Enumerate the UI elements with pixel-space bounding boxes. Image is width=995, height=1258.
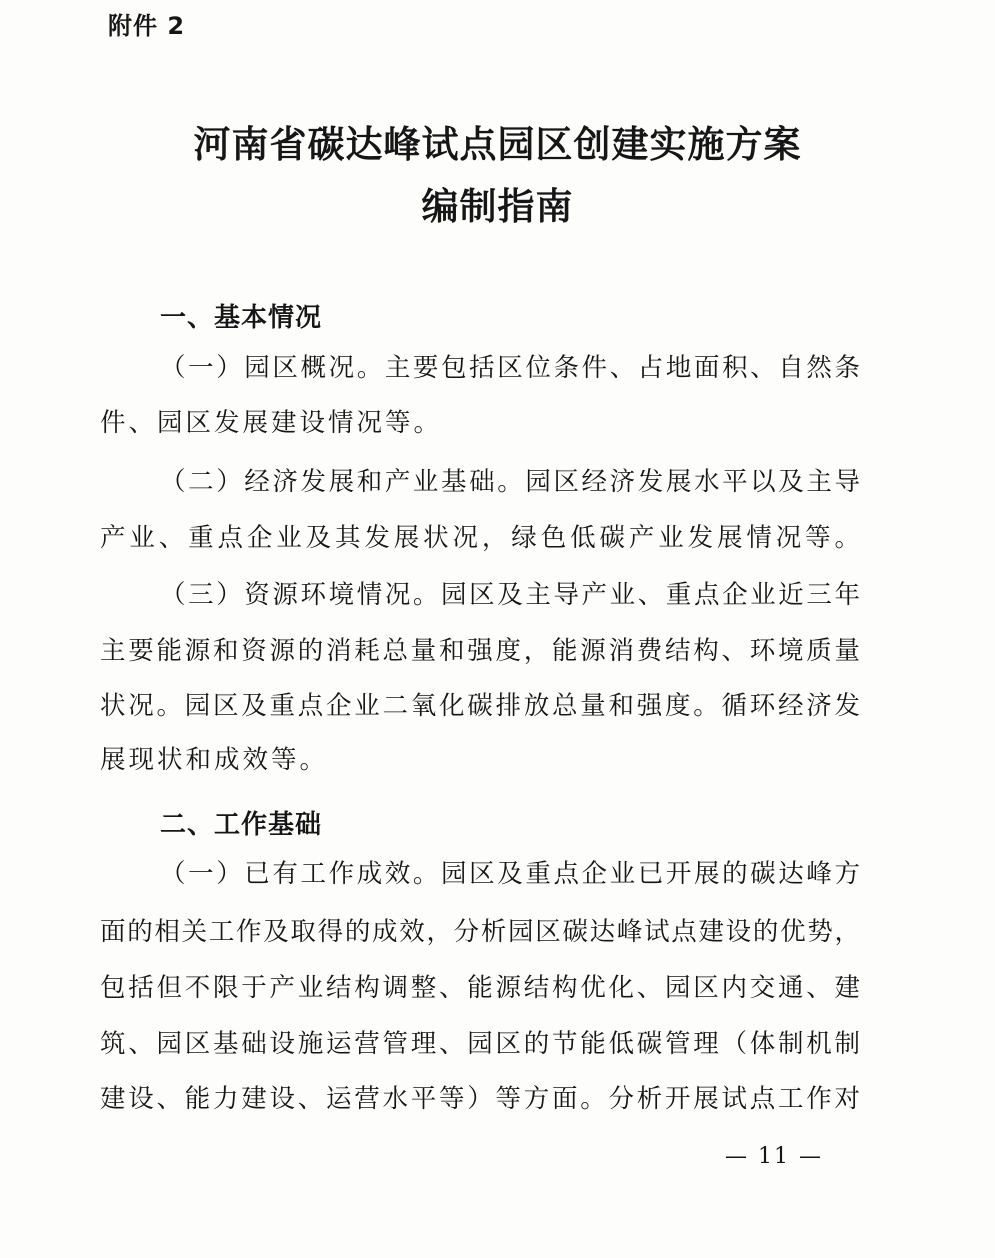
paragraph-line: 主要能源和资源的消耗总量和强度，能源消费结构、环境质量: [100, 636, 860, 666]
paragraph-line: 面的相关工作及取得的成效，分析园区碳达峰试点建设的优势，: [100, 917, 860, 947]
paragraph-line: 包括但不限于产业结构调整、能源结构优化、园区内交通、建: [100, 973, 860, 1003]
paragraph-line: 筑、园区基础设施运营管理、园区的节能低碳管理（体制机制: [100, 1029, 860, 1059]
paragraph-line: （一）已有工作成效。园区及重点企业已开展的碳达峰方: [160, 859, 860, 889]
paragraph-line: （三）资源环境情况。园区及主导产业、重点企业近三年: [160, 580, 860, 610]
paragraph-line: 展现状和成效等。: [100, 745, 329, 775]
page-number: — 11 —: [725, 1144, 823, 1169]
document-title-line-1: 河南省碳达峰试点园区创建实施方案: [193, 122, 802, 166]
paragraph-line: （一）园区概况。主要包括区位条件、占地面积、自然条: [160, 353, 860, 383]
paragraph-line: 状况。园区及重点企业二氧化碳排放总量和强度。循环经济发: [100, 691, 860, 721]
document-title-line-2: 编制指南: [421, 184, 574, 228]
section-2-heading: 二、工作基础: [160, 810, 323, 840]
paragraph-line: 产业、重点企业及其发展状况，绿色低碳产业发展情况等。: [100, 523, 860, 553]
paragraph-line: 建设、能力建设、运营水平等）等方面。分析开展试点工作对: [100, 1084, 860, 1114]
paragraph-line: 件、园区发展建设情况等。: [100, 408, 443, 438]
paragraph-line: （二）经济发展和产业基础。园区经济发展水平以及主导: [160, 467, 860, 497]
attachment-label: 附件 2: [108, 12, 186, 40]
section-1-heading: 一、基本情况: [160, 303, 323, 333]
